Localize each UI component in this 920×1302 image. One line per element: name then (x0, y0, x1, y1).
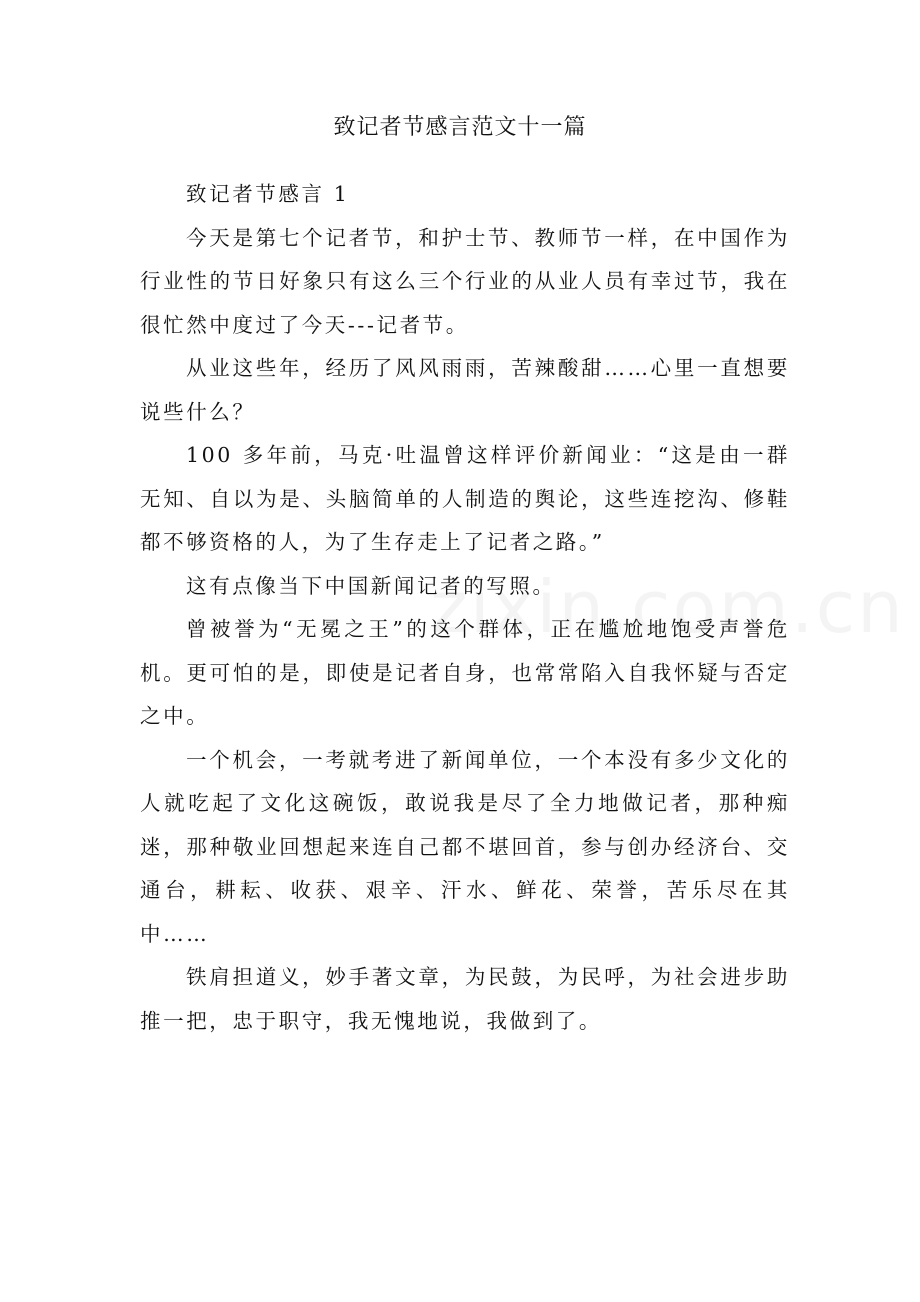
paragraph-6: 一个机会，一考就考进了新闻单位，一个本没有多少文化的人就吃起了文化这碗饭，敢说我是尽了全力地做记者，那种痴迷，那种敬业回想起来连自己都不堪回首，参与创办经济台、交通台，耕耘、收获、艰辛、汗水、鲜花、荣誉，苦乐尽在其中…… (140, 747, 790, 946)
section-heading: 致记者节感言 1 (186, 182, 350, 206)
paragraph-4: 这有点像当下中国新闻记者的写照。 (186, 573, 556, 598)
document-title: 致记者节感言范文十一篇 (333, 115, 587, 140)
paragraph-2: 从业这些年，经历了风风雨雨，苦辣酸甜……心里一直想要说些什么？ (140, 356, 790, 424)
paragraph-1: 今天是第七个记者节，和护士节、教师节一样，在中国作为行业性的节日好象只有这么三个行业的从业人员有幸过节，我在很忙然中度过了今天---记者节。 (140, 225, 790, 337)
paragraph-3: 100 多年前，马克·吐温曾这样评价新闻业：“这是由一群无知、自以为是、头脑简单的人制造的舆论，这些连挖沟、修鞋都不够资格的人，为了生存走上了记者之路。” (140, 443, 790, 554)
paragraph-5: 曾被誉为“无冕之王”的这个群体，正在尴尬地饱受声誉危机。更可怕的是，即使是记者自身，也常常陷入自我怀疑与否定之中。 (140, 617, 790, 728)
paragraph-7: 铁肩担道义，妙手著文章，为民鼓，为民呼，为社会进步助推一把，忠于职守，我无愧地说，我做到了。 (140, 965, 790, 1033)
document-body (140, 173, 790, 1043)
